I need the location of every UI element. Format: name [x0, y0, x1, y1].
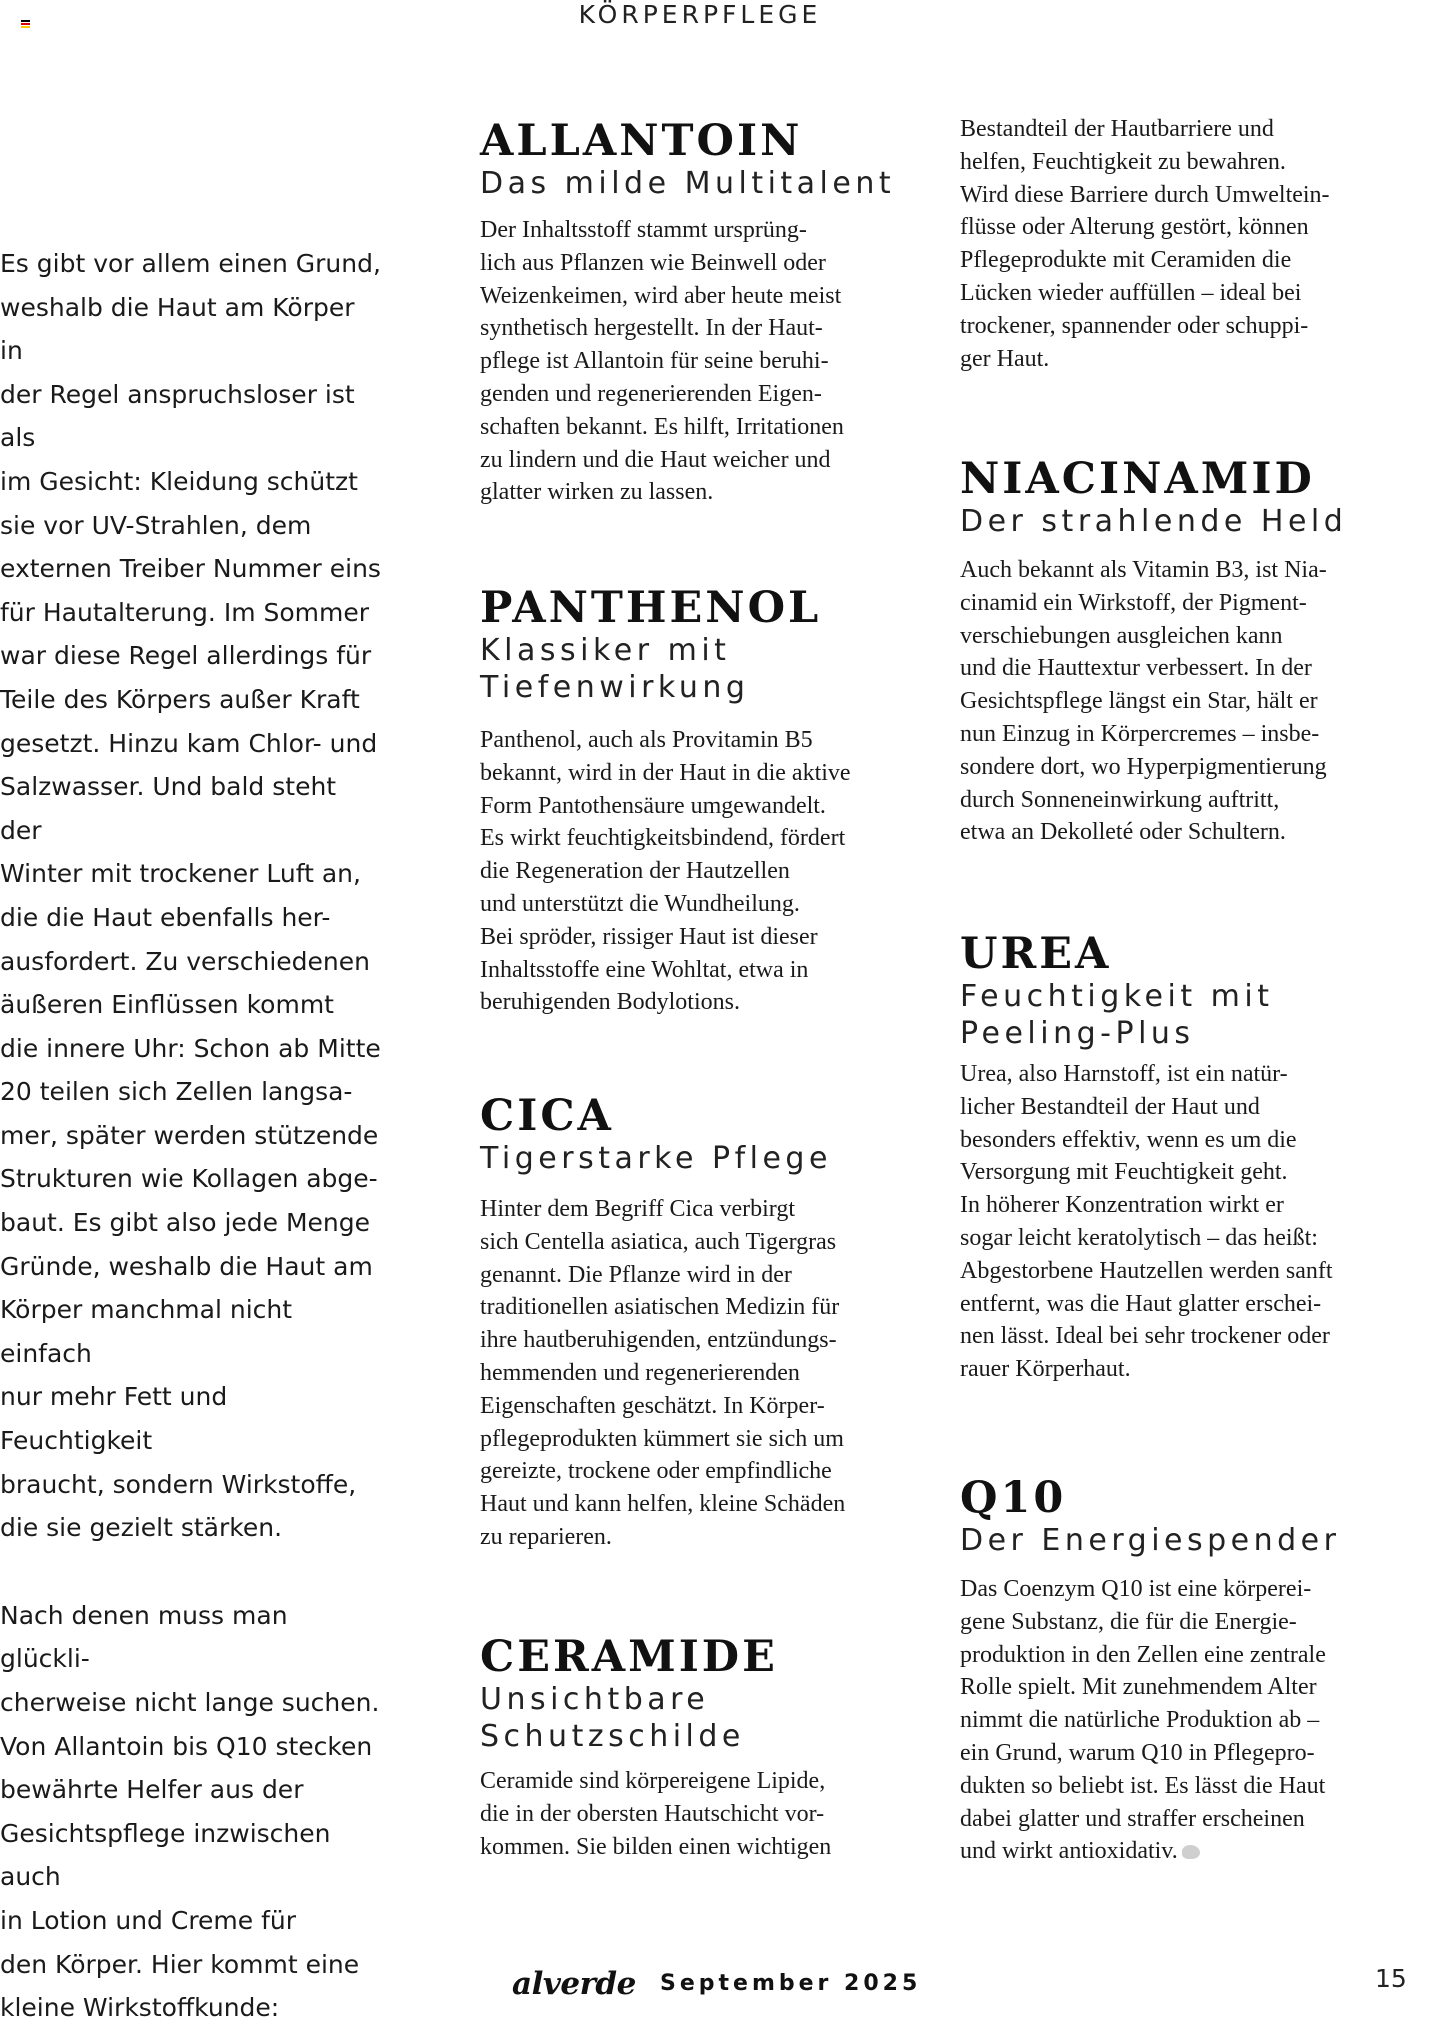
ingredient-body: Urea, also Harnstoff, ist ein natür- licher Bestandteil der Haut und besonders effektiv, wenn es um die Versorgung mit Feuchtigkeit geht. In höherer Konzentration wirkt er sogar leicht keratolytisch – das heißt: Abgestorbene Hautzellen werden sanft entfernt, was die Haut glatter erschei- nen lässt. Ideal bei sehr trockener oder rauer Körperhaut. — [960, 1061, 1333, 1383]
ingredient-niacinamid — [960, 455, 1430, 849]
end-mark-icon — [1182, 1845, 1200, 1859]
ingredient-subtitle: Klassiker mit Tiefenwirkung — [480, 633, 750, 705]
page-number: 15 — [1375, 1964, 1407, 1993]
ingredient-panthenol — [480, 584, 950, 1019]
intro-paragraph-1: Es gibt vor allem einen Grund, weshalb die Haut am Körper in der Regel anspruchsloser ist als im Gesicht: Kleidung schützt sie vor UV-Strahlen, dem externen Treiber Nummer eins für Hautalterung. Im Sommer war diese Regel allerdings für Teile des Körpers außer Kraft gesetzt. Hinzu kam Chlor- und Salzwasser. Und bald steht der Winter mit trockener Luft an, die die Haut ebenfalls her- ausfordert. Zu verschiedenen äußeren Einflüssen kommt die innere Uhr: Schon ab Mitte 20 teilen sich Zellen langsa- mer, später werden stützende Strukturen wie Kollagen abge- baut. Es gibt also jede Menge Gründe, weshalb die Haut am Körper manchmal nicht einfach nur mehr Fett und Feuchtigkeit braucht, sondern Wirkstoffe, die sie gezielt stärken. — [0, 249, 381, 1543]
ingredient-urea — [960, 930, 1430, 1386]
ingredient-title: Q10 — [960, 1473, 1067, 1523]
magazine-logo: alverde — [512, 1966, 636, 2002]
ingredient-subtitle: Feuchtigkeit mit Peeling-Plus — [960, 979, 1274, 1051]
section-label: KÖRPERPFLEGE — [578, 0, 822, 29]
ingredient-subtitle: Das milde Multitalent — [480, 166, 896, 201]
ingredient-title: CERAMIDE — [480, 1632, 778, 1682]
ingredient-body: Hinter dem Begriff Cica verbirgt sich Centella asiatica, auch Tigergras genannt. Die Pflanze wird in der traditionellen asiatischen Medizin für ihre hautberuhigenden, entzündungs- hemmenden und regenerierenden Eigenschaften geschätzt. In Körper- pflegeprodukten kümmert sie sich um gereizte, trockene oder empfindliche Haut und kann helfen, kleine Schäden zu reparieren. — [480, 1196, 846, 1550]
ingredient-title: UREA — [960, 929, 1112, 979]
ingredient-body: Auch bekannt als Vitamin B3, ist Nia- cinamid ein Wirkstoff, der Pigment- verschiebungen ausgleichen kann und die Hauttextur verbessert. In der Gesichtspflege längst ein Star, hält er nun Einzug in Körpercremes – insbe- sondere dort, wo Hyperpigmentierung durch Sonneneinwirkung auftritt, etwa an Dekolleté oder Schultern. — [960, 557, 1327, 846]
ingredient-body: Ceramide sind körpereigene Lipide, die in der obersten Hautschicht vor- kommen. Sie bilden einen wichtigen — [480, 1768, 832, 1860]
ingredient-cica — [480, 1092, 950, 1554]
ingredient-title: ALLANTOIN — [480, 116, 803, 166]
ingredient-body-text: Das Coenzym Q10 ist eine körperei- gene Substanz, die für die Energie- produktion in den Zellen eine zentrale Rolle spielt. Mit zunehmendem Alter nimmt die natürliche Produktion ab – ein Grund, warum Q10 in Pflegepro- dukten so beliebt ist. Es lässt die Haut dabei glatter und straffer erscheinen und wirkt antioxidativ. — [960, 1576, 1326, 1865]
ingredient-subtitle: Der strahlende Held — [960, 504, 1348, 539]
ingredient-body: Der Inhaltsstoff stammt ursprüng- lich aus Pflanzen wie Beinwell oder Weizenkeimen, wird aber heute meist synthetisch hergestellt. In der Haut- pflege ist Allantoin für seine beruhi- genden und regenerierenden Eigen- schaften bekannt. Es hilft, Irritationen zu lindern und die Haut weicher und glatter wirken zu lassen. — [480, 217, 844, 506]
ingredient-title: PANTHENOL — [480, 583, 822, 633]
ingredient-ceramide-continued — [960, 113, 1430, 375]
ingredient-allantoin — [480, 117, 950, 509]
ingredient-q10 — [960, 1474, 1430, 1868]
ingredient-subtitle: Tigerstarke Pflege — [480, 1141, 832, 1176]
ingredient-subtitle: Der Energiespender — [960, 1523, 1341, 1558]
ingredient-title: CICA — [480, 1091, 614, 1141]
ingredient-body: Panthenol, auch als Provitamin B5 bekannt, wird in der Haut in die aktive Form Pantothensäure umgewandelt. Es wirkt feuchtigkeitsbindend, fördert die Regeneration der Hautzellen und unterstützt die Wundheilung. Bei spröder, rissiger Haut ist dieser Inhaltsstoffe eine Wohltat, etwa in beruhigenden Bodylotions. — [480, 727, 851, 1016]
intro-text — [0, 242, 385, 2030]
issue-date: September 2025 — [660, 1971, 922, 1996]
ingredient-body — [960, 1573, 1430, 1868]
ingredient-ceramide — [480, 1633, 950, 1863]
ingredient-title: NIACINAMID — [960, 454, 1315, 504]
ingredient-subtitle: Unsichtbare Schutzschilde — [480, 1682, 745, 1754]
intro-paragraph-2: Nach denen muss man glückli- cherweise nicht lange suchen. Von Allantoin bis Q10 stecken bewährte Helfer aus der Gesichtspflege inzwischen auch in Lotion und Creme für den Körper. Hier kommt eine kleine Wirkstoffkunde: — [0, 1600, 380, 2023]
ingredient-body-continued: Bestandteil der Hautbarriere und helfen, Feuchtigkeit zu bewahren. Wird diese Barriere durch Umweltein- flüsse oder Alterung gestört, können Pflegeprodukte mit Ceramiden die Lücken wieder auffüllen – ideal bei trockener, spannender oder schuppi- ger Haut. — [960, 116, 1330, 372]
